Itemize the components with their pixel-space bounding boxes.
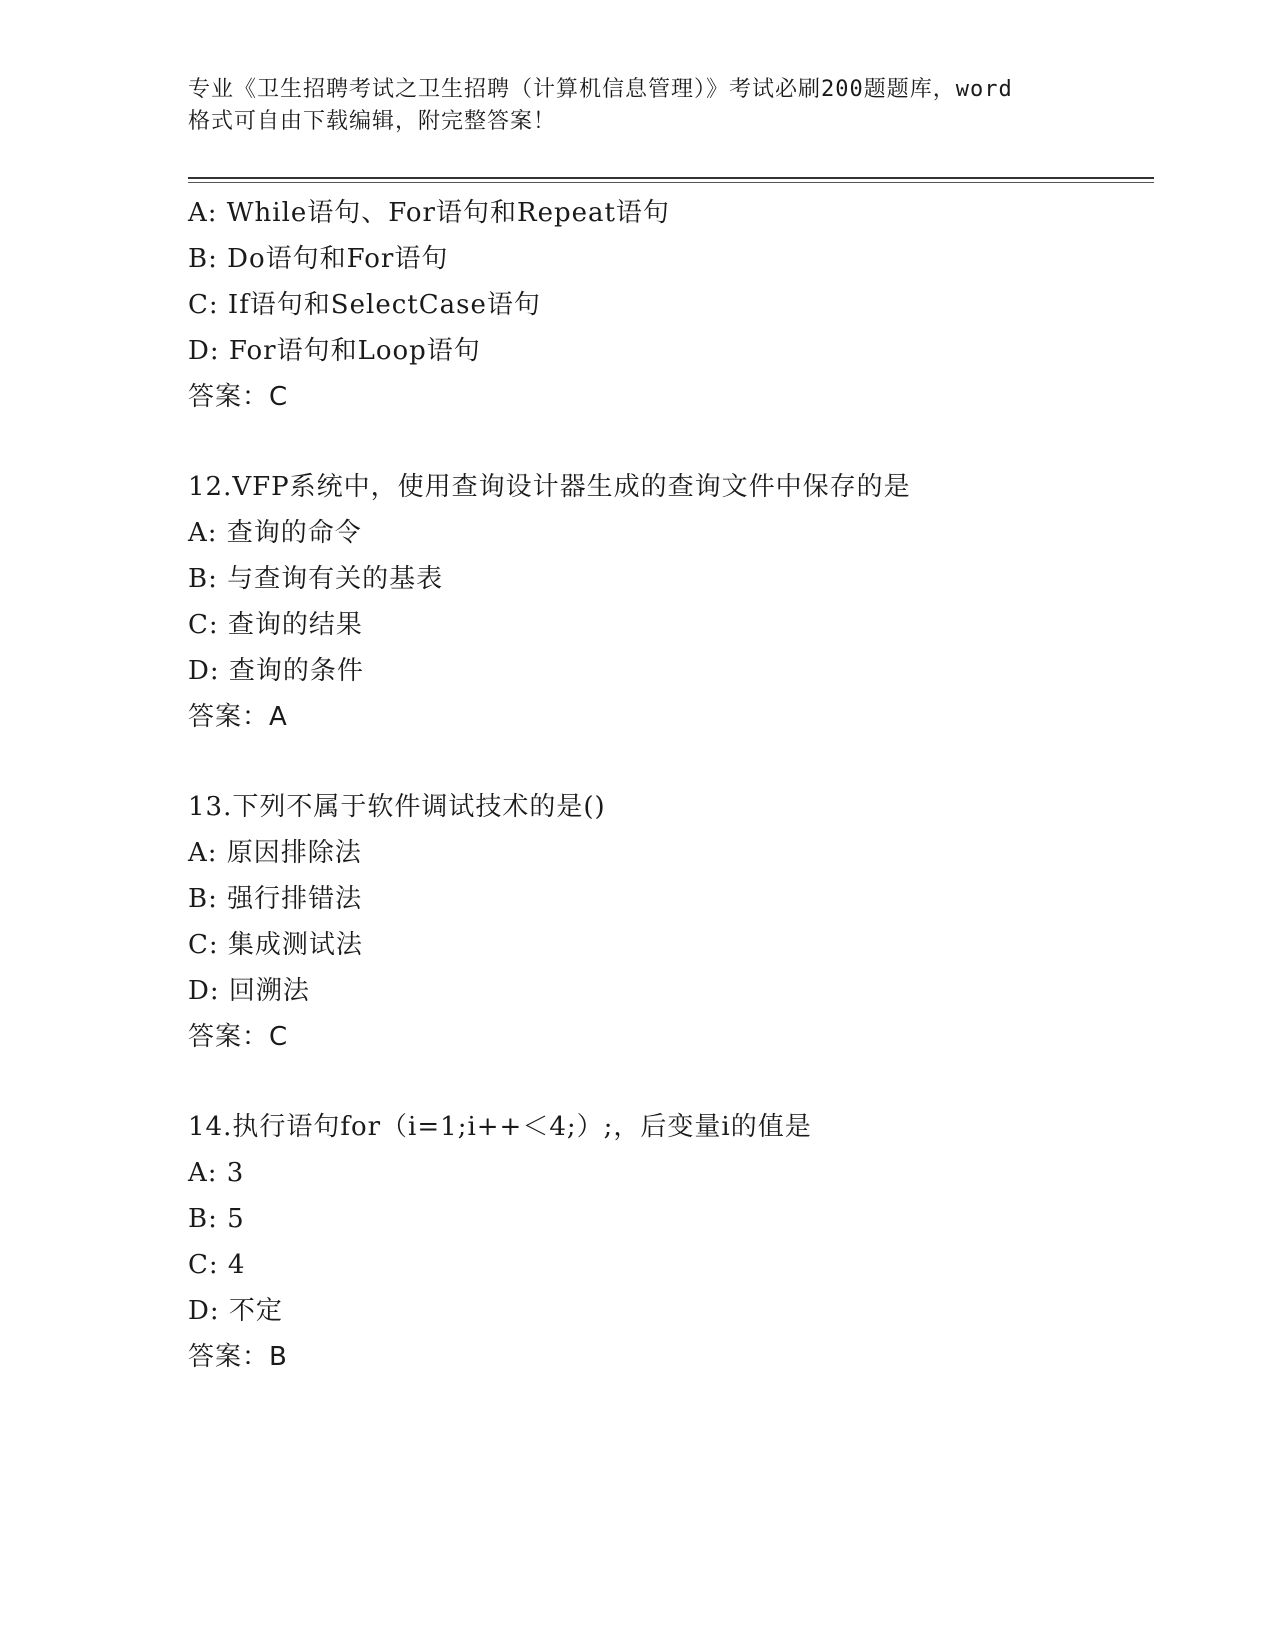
option-c: C: 查询的结果 [188,610,363,640]
option-c: C: 集成测试法 [188,930,363,960]
option-b: B: Do语句和For语句 [188,244,449,274]
question-stem: 14.执行语句for（i=1;i++＜4;）;，后变量i的值是 [188,1112,812,1142]
question-block-12 [188,464,1154,740]
question-block-13 [188,784,1154,1060]
answer-line: 答案：B [188,1342,288,1372]
spacer [188,1060,1154,1104]
option-b: B: 5 [188,1204,245,1234]
option-a: A: 查询的命令 [188,518,362,548]
option-b: B: 与查询有关的基表 [188,564,444,594]
question-block-14 [188,1104,1154,1380]
spacer [188,740,1154,784]
question-stem: 12.VFP系统中，使用查询设计器生成的查询文件中保存的是 [188,472,911,502]
question-list [188,190,1154,1380]
spacer [188,420,1154,464]
option-a: A: 3 [188,1158,245,1188]
question-block-11 [188,190,1154,420]
answer-line: 答案：C [188,1022,289,1052]
header-line-2: 格式可自由下载编辑，附完整答案！ [188,109,557,134]
header-line-1: 专业《卫生招聘考试之卫生招聘（计算机信息管理）》考试必刷200题题库，word [188,77,1013,102]
option-a: A: While语句、For语句和Repeat语句 [188,198,670,228]
answer-line: 答案：A [188,702,288,732]
option-d: D: 查询的条件 [188,656,364,686]
option-d: D: 回溯法 [188,976,310,1006]
answer-line: 答案：C [188,382,289,412]
option-d: D: For语句和Loop语句 [188,336,481,366]
header-divider-thick [188,177,1154,179]
option-a: A: 原因排除法 [188,838,362,868]
option-c: C: If语句和SelectCase语句 [188,290,541,320]
document-header [188,74,1088,138]
option-b: B: 强行排错法 [188,884,363,914]
option-c: C: 4 [188,1250,246,1280]
header-divider-thin [188,182,1154,183]
option-d: D: 不定 [188,1296,283,1326]
question-stem: 13.下列不属于软件调试技术的是() [188,792,606,822]
